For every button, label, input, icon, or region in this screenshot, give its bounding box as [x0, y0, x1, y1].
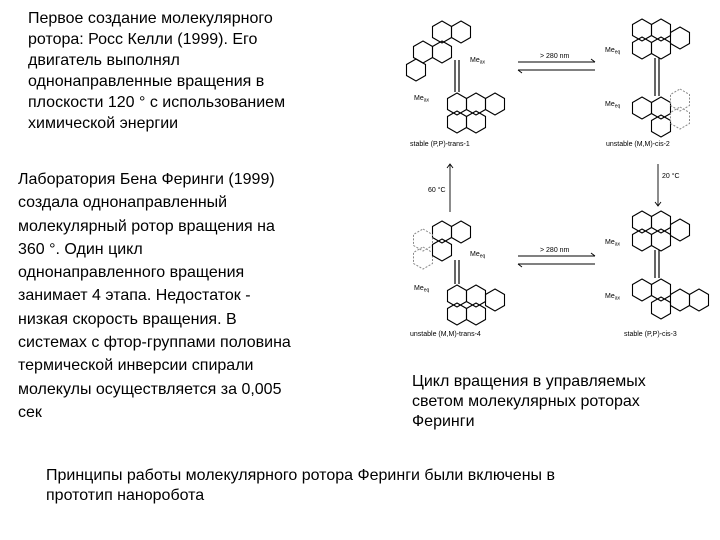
- label-cis-3: stable (P,P)-cis-3: [624, 331, 677, 338]
- feringa-rotor-cycle-diagram: [400, 0, 720, 350]
- eq-label: eq: [423, 287, 430, 294]
- me-label: Me: [414, 285, 424, 292]
- eq-label: eq: [614, 103, 621, 110]
- label-trans-1: stable (P,P)-trans-1: [410, 141, 470, 148]
- feringa-paragraph: Лаборатория Бена Феринги (1999) создала однонаправленный молекулярный ротор вращения на 360 °. Один цикл однонаправленного вращения занимает 4 этапа. Недостаток - низкая скорость вращения. В системах с фтор-группами половина термической инверсии спирали молекулы осуществляется за 0,005 сек: [18, 171, 291, 421]
- svg-text:Meeq: [470, 251, 486, 260]
- svg-text:Meax: [470, 57, 486, 66]
- thermal-arrow-right: [655, 164, 680, 206]
- svg-text:Meax: [605, 239, 621, 248]
- step-label-right: 20 °C: [662, 173, 680, 180]
- me-label: Me: [605, 47, 615, 54]
- thermal-arrow-left: [428, 164, 453, 212]
- ax-label: ax: [614, 295, 621, 302]
- label-trans-4: unstable (M,M)-trans-4: [410, 331, 481, 338]
- svg-text:Meax: [605, 293, 621, 302]
- step-label-bottom: > 280 nm: [540, 247, 570, 254]
- me-label: Me: [470, 251, 480, 258]
- molecule-cis-3: [605, 211, 709, 319]
- ax-label: ax: [614, 241, 621, 248]
- intro-paragraph: Первое создание молекулярного ротора: Росс Келли (1999). Его двигатель выполнял однонаправленные вращения в плоскости 120 ° с использованием химической энергии: [28, 10, 286, 132]
- me-label: Me: [605, 101, 615, 108]
- equilibrium-arrows-bottom: [518, 247, 595, 267]
- bottom-note: Принципы работы молекулярного ротора Феринги были включены в прототип наноробота: [46, 467, 555, 504]
- svg-text:Meeq: [414, 285, 430, 294]
- molecule-cis-2: [605, 19, 690, 137]
- molecule-trans-4: [414, 221, 505, 325]
- scheme-caption: Цикл вращения в управляемых светом молекулярных роторах Феринги: [412, 373, 646, 430]
- me-label: Me: [414, 95, 424, 102]
- label-cis-2: unstable (M,M)-cis-2: [606, 141, 670, 148]
- ax-label: ax: [479, 59, 486, 66]
- me-label: Me: [605, 239, 615, 246]
- svg-text:Meeq: [605, 101, 621, 110]
- svg-text:Meax: [414, 95, 430, 104]
- me-label: Me: [605, 293, 615, 300]
- svg-text:Meeq: [605, 47, 621, 56]
- ax-label: ax: [423, 97, 430, 104]
- step-label-top: > 280 nm: [540, 53, 570, 60]
- step-label-left: 60 °C: [428, 187, 446, 194]
- eq-label: eq: [614, 49, 621, 56]
- molecule-trans-1: [407, 21, 505, 133]
- eq-label: eq: [479, 253, 486, 260]
- equilibrium-arrows-top: [518, 53, 595, 73]
- me-label: Me: [470, 57, 480, 64]
